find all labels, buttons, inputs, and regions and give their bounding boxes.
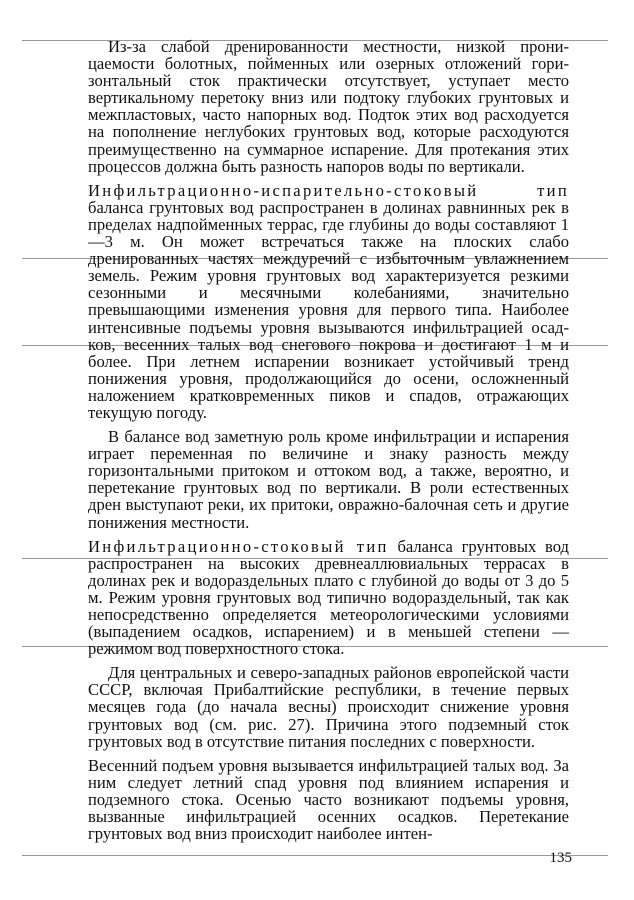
paragraph-3: В балансе вод заметную роль кроме инфильтрации и испарения играет переменная по величине и знаку разность между горизонтальными притоком и оттоком вод, а также, вероятно, и перетекание грунтовых вод по вертикали. В роли естественных дрен выступают реки, их притоки, овражно-балочная сеть и другие понижения местности. <box>88 427 569 532</box>
paragraph-4: Инфильтрационно-стоковый тип баланса грунтовых вод распространен на высоких древнеаллювиальных террасах в долинах рек и водораздельных плато с глубиной до воды от 3 до 5 м. Режим уровня грунтовых вод типично водораздельный, так как непосредственно определяется метеорологическими условиями (выпадением осадков, испарением) и в меньшей степени — режимом вод поверхностного стока. <box>88 536 569 659</box>
paragraph-2: Инфильтрационно-испарительно-стоковый тип баланса грунтовых вод распространен в долинах равнинных рек в пределах надпойменных террас, где глубины до воды составляют 1—3 м. Он может встречаться также на плоских слабо дренированных частях междуречий с избыточным увлажнением земель. Режим уровня грунтовых вод характеризуется резкими сезонными и месячными колебаниями, значительно превышающими изменения уровня для первого типа. Наиболее интенсивные подъемы уровня вызываются инфильтрацией осадков, весенних талых вод снегового покрова и достигают 1 м и более. При летнем испарении возникает устойчивый тренд понижения уровня, продолжающийся до осени, осложненный наложением кратковременных пиков и спадов, отражающих текущую погоду. <box>88 180 569 422</box>
paragraph-6: Весенний подъем уровня вызывается инфильтрацией талых вод. За ним следует летний спад уровня под влиянием испарения и подземного стока. Осенью часто возникают подъемы уровня, вызванные инфильтрацией осенних осадков. Перетекание грунтовых вод вниз происходит наиболее интен- <box>88 755 569 844</box>
paragraph-1: Из-за слабой дренированности местности, низкой проницаемости болотных, пойменных или озерных отложений горизонтальный сток практически отсутствует, уступает место вертикальному перетоку вниз или подтоку глубоких грунтовых и межпластовых, часто напорных вод. Подток этих вод расходуется на пополнение неглубоких грунтовых вод, которые расходуются преимущественно на суммарное испарение. Для протекания этих процессов должна быть разность напоров воды по вертикали. <box>88 37 569 176</box>
bottom-scan-rule <box>22 855 608 856</box>
type-heading-2: Инфильтрационно-стоковый тип <box>88 536 389 556</box>
paragraph-5: Для центральных и северо-западных районов европейской части СССР, включая Прибалтийские республики, в течение первых месяцев года (до начала весны) происходит снижение уровня грунтовых вод (см. рис. 27). Причина этого подземный сток грунтовых вод в отсутствие питания последних с поверхности. <box>88 663 569 751</box>
type-heading-1: Инфильтрационно-испарительно-стоковый тип <box>88 180 569 200</box>
text-column <box>88 38 569 849</box>
page-number: 135 <box>549 850 572 866</box>
